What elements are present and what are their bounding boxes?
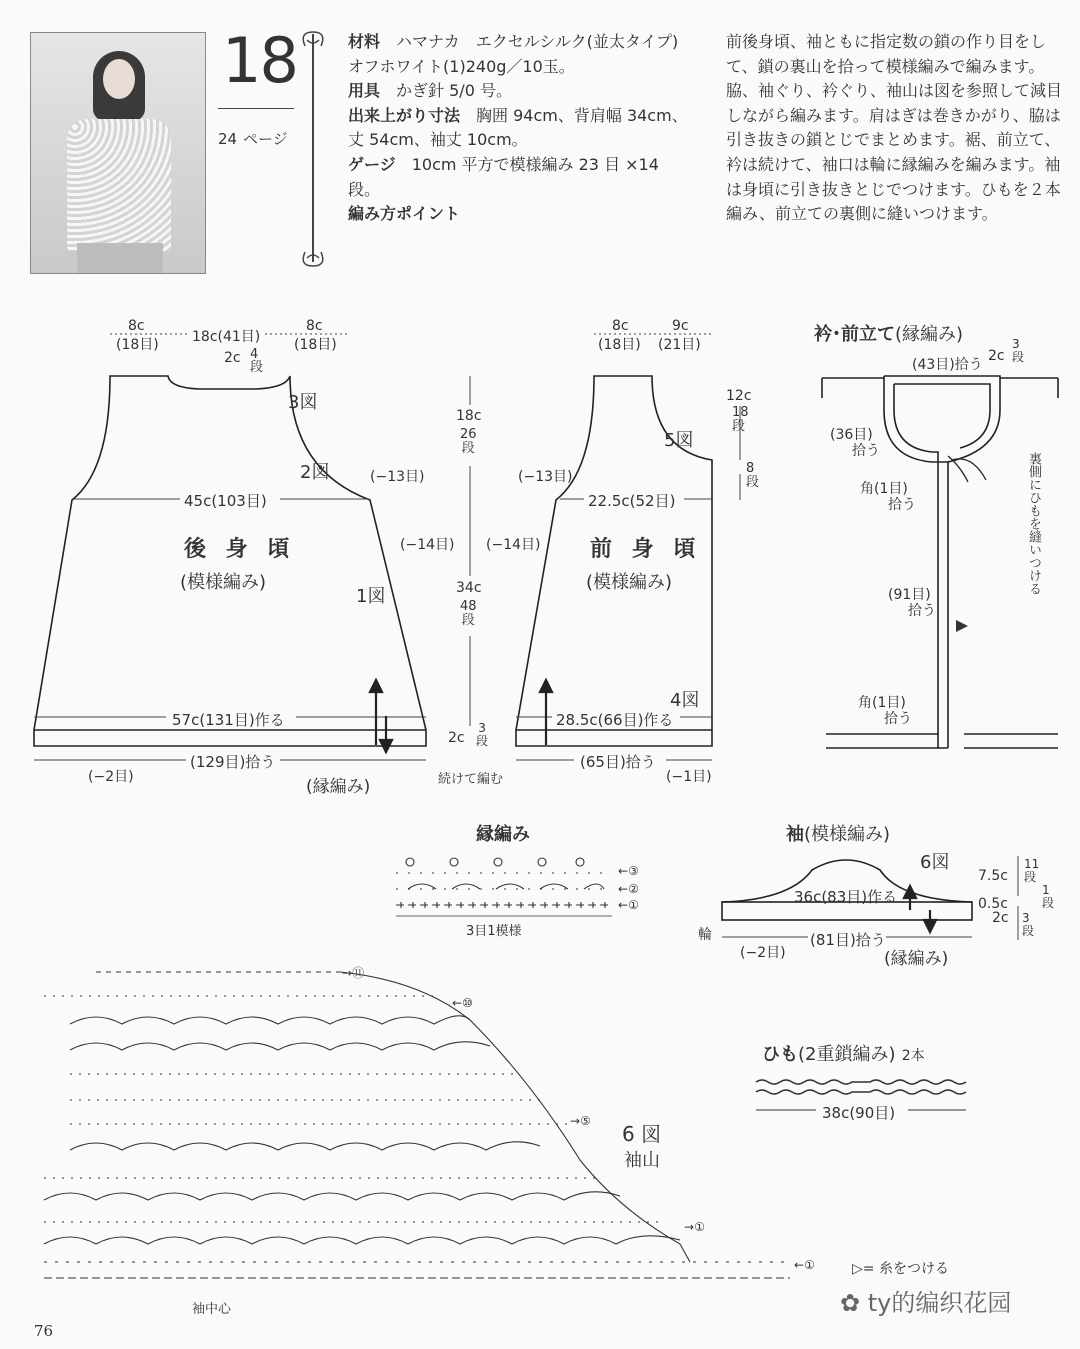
front-armhole-dec: (−13目): [518, 469, 573, 485]
collar-pick36-b: 拾う: [852, 443, 880, 459]
instructions-text: 前後身頃、袖ともに指定数の鎖の作り目をして、鎖の裏山を拾って模様編みで編みます。脇、袖ぐり、衿ぐり、袖山は図を参照して減目しながら編みます。肩はぎは巻きかがり、脇は引き抜きの鎖とじでまとめます。裾、前立て、衿は続けて、袖口は輪に縁編みを編みます。袖は身頃に引き抜きとじでつけます。ひもを２本編み、前立ての裏側に縫いつけます。: [726, 32, 1063, 224]
front-neck2-rows: 8 段: [746, 461, 760, 490]
collar-corner1-b: 拾う: [888, 497, 916, 513]
back-top-left-sts: (18目): [116, 337, 159, 353]
pattern-number: 18: [222, 24, 297, 97]
fig1-label: 1図: [356, 586, 386, 607]
collar-rows: 3 段: [1012, 337, 1025, 364]
sleeve-edging: (縁編み): [884, 949, 949, 969]
back-neck-rows: 4 段: [250, 347, 264, 375]
fig2-label: 2図: [300, 462, 330, 483]
sleeve-title: 袖(模様編み): [786, 824, 891, 845]
back-side-dec: (−14目): [400, 537, 455, 553]
back-top-right-sts: (18目): [294, 337, 337, 353]
edge-repeat: 3目1模様: [466, 924, 522, 939]
edge-chart-title: 縁編み: [476, 824, 530, 845]
back-chest: 45c(103目): [184, 492, 267, 510]
lower-rows: 48 段: [460, 599, 477, 628]
watermark: ✿ ty的编织花园: [840, 1289, 1012, 1317]
front-top-left-sts: (18目): [598, 337, 641, 353]
cap-fig: 6 図: [622, 1122, 662, 1146]
back-subtitle: (模様編み): [180, 572, 267, 593]
edge-row3: ←③: [618, 864, 639, 878]
cap-row5: →⑤: [570, 1114, 591, 1128]
materials-block: 材料 ハマナカ エクセルシルク(並太タイプ) オフホワイト(1)240g／10玉。 用具 かぎ針 5/0 号。 出来上がり寸法 胸囲 94cm、背肩幅 34cm、丈 54cm、袖丈 10cm。 ゲージ 10cm 平方で模様編み 23 目 ×14 段。 編み方ポイント: [348, 32, 695, 224]
collar-height: 2c: [988, 348, 1005, 364]
cap-name: 袖山: [624, 1150, 660, 1171]
fig3-label: 3図: [288, 392, 318, 413]
cap-row1b: ←①: [794, 1258, 815, 1272]
fig6-label: 6図: [920, 852, 950, 873]
sleeve-small-rows: 1 段: [1042, 883, 1055, 910]
page-reference: 24 ページ: [218, 130, 288, 148]
back-top-left: 8c: [128, 318, 145, 334]
collar-pick91-b: 拾う: [908, 603, 936, 619]
lower-height: 34c: [456, 580, 482, 596]
front-chest: 22.5c(52目): [588, 492, 676, 510]
sleeve-ring: 輪: [698, 927, 712, 943]
edge-row1: ←①: [618, 898, 639, 912]
cap-row1a: →①: [684, 1220, 705, 1234]
front-side-dec: (−14目): [486, 537, 541, 553]
front-neck-height: 12c: [726, 388, 752, 404]
upper-rows: 26 段: [460, 427, 477, 456]
collar-tie-note: 裏側にひもを縫いつける: [1026, 452, 1041, 595]
front-hem-made: 28.5c(66目)作る: [556, 711, 674, 729]
back-hem-made: 57c(131目)作る: [172, 711, 285, 729]
front-top-right: 9c: [672, 318, 689, 334]
front-hem-dec: (−1目): [666, 769, 712, 785]
collar-pick36: (36目): [830, 427, 873, 443]
sleeve-pick: (81目)拾う: [810, 931, 886, 949]
edge-row2: ←②: [618, 882, 639, 896]
upper-height: 18c: [456, 408, 482, 424]
sleeve-center: 袖中心: [192, 1302, 232, 1317]
back-title: 後 身 頃: [184, 537, 296, 562]
tie-length: 38c(90目): [822, 1104, 896, 1122]
back-top-mid: 18c(41目): [190, 326, 262, 346]
back-top-right: 8c: [306, 318, 323, 334]
front-subtitle: (模様編み): [586, 572, 673, 593]
sleeve-small-height: 0.5c: [978, 896, 1008, 912]
page-number: 76: [34, 1322, 54, 1340]
fig4-label: 4図: [670, 690, 700, 711]
back-hem-dec: (−2目): [88, 769, 134, 785]
legend-yarn: ▷= 糸をつける: [852, 1261, 949, 1277]
fig5-label: 5図: [664, 430, 694, 451]
sleeve-made: 36c(83目)作る: [794, 888, 898, 906]
collar-corner2-b: 拾う: [884, 711, 912, 727]
edge-height: 2c: [448, 730, 465, 746]
wechat-icon: ✿: [840, 1289, 868, 1317]
sleeve-edge-rows: 3 段: [1022, 911, 1035, 938]
back-armhole-dec: (−13目): [370, 469, 425, 485]
front-top-right-sts: (21目): [658, 337, 701, 353]
front-neck-rows: 18 段: [732, 405, 749, 434]
back-neck-depth: 2c: [224, 350, 241, 366]
sleeve-cap-rows: 11 段: [1024, 857, 1040, 884]
front-top-left: 8c: [612, 318, 629, 334]
cap-row10: ←⑩: [452, 996, 473, 1010]
back-hem-pick: (129目)拾う: [190, 753, 276, 771]
front-hem-pick: (65目)拾う: [580, 753, 656, 771]
collar-pick91: (91目): [888, 587, 931, 603]
sleeve-edge-height: 2c: [992, 910, 1009, 926]
back-edging: (縁編み): [306, 777, 371, 797]
collar-corner2: 角(1目): [858, 695, 906, 711]
collar-pick43: (43目)拾う: [912, 357, 983, 373]
continue-note: 続けて編む: [438, 772, 504, 787]
sleeve-dec: (−2目): [740, 945, 786, 961]
sleeve-cap-height: 7.5c: [978, 868, 1008, 884]
tie-title: ひも(2重鎖編み) 2本: [762, 1044, 925, 1065]
edge-rows: 3 段: [476, 721, 489, 748]
collar-corner1: 角(1目): [860, 481, 908, 497]
cap-chart-symbols: [44, 972, 790, 1278]
collar-title: 衿･前立て(縁編み): [814, 324, 964, 345]
cap-row11: →⑪: [342, 966, 365, 980]
front-title: 前 身 頃: [590, 537, 702, 562]
